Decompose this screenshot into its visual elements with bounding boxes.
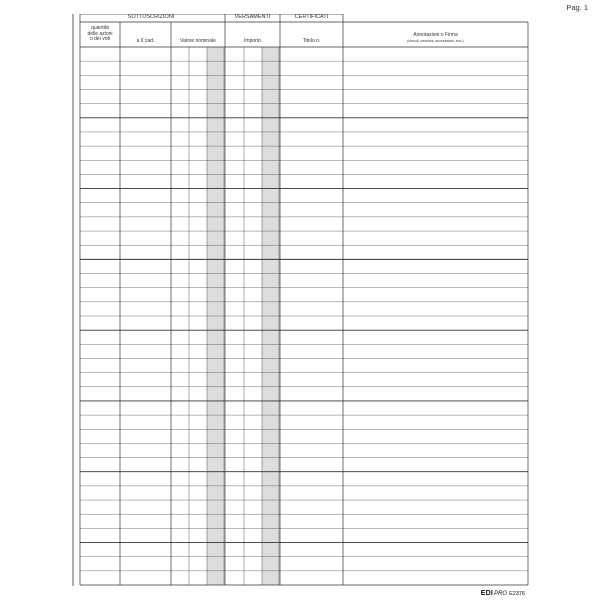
ledger-grid [70, 14, 530, 586]
annotations-title: Annotazioni o Firma [413, 32, 458, 38]
annotations-subtitle: (vincoli, cessioni, successioni, ecc.) [407, 38, 464, 43]
brand-suffix: PRO [494, 591, 508, 597]
column-header-amount: Importo [244, 38, 261, 44]
group-header-certificates: CERTIFICATI [294, 14, 329, 20]
group-header-subscriptions: SOTTOSCRIZIONI [127, 14, 175, 20]
column-header-nominal-value: Valore nominale [180, 38, 216, 44]
page-number: Pag. 1 [566, 3, 588, 12]
quantity-line-3: o dei voti [89, 36, 110, 42]
ledger-table [70, 14, 530, 586]
group-header-payments: VERSAMENTI [234, 14, 271, 20]
quantity-line-1: quantità [91, 25, 109, 31]
brand-logo: EDI [480, 590, 494, 597]
publisher-footer [481, 590, 525, 597]
column-header-quantity [80, 26, 120, 43]
column-header-title-number: Titolo n. [302, 38, 321, 44]
form-code: E2376 [509, 591, 525, 597]
quantity-line-2: delle azioni [87, 30, 113, 37]
column-header-annotations [343, 33, 528, 44]
column-header-unit-price: a € cad. [136, 38, 155, 44]
